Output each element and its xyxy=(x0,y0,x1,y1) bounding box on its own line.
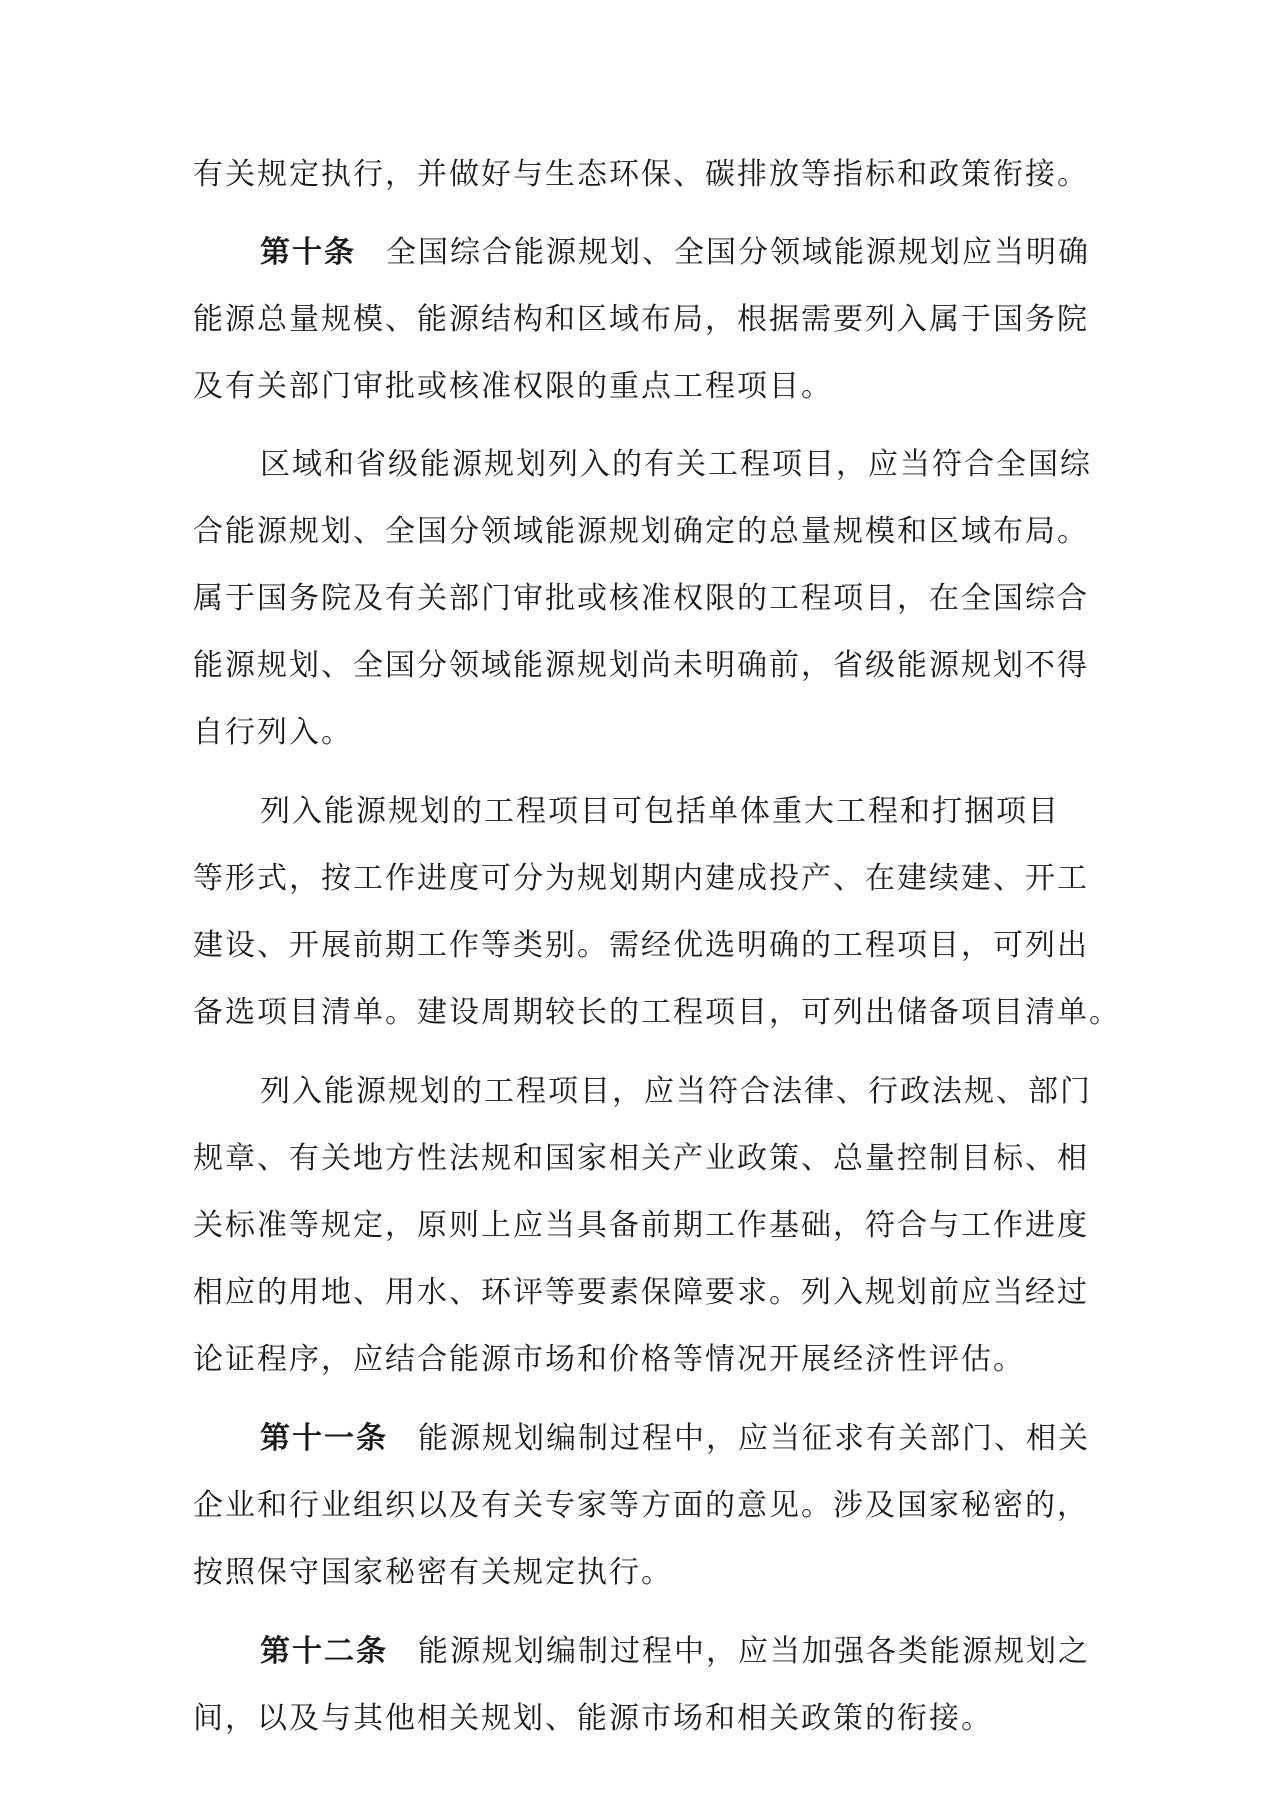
text-line: 区域和省级能源规划列入的有关工程项目，应当符合全国综 xyxy=(260,447,1092,482)
text-line: 建设、开展前期工作等类别。需经优选明确的工程项目，可列出 xyxy=(193,928,1089,963)
article-heading: 第十二条 xyxy=(260,1634,388,1669)
text-line: 能源规划编制过程中，应当加强各类能源规划之 xyxy=(418,1634,1090,1669)
text-line: 按照保守国家秘密有关规定执行。 xyxy=(193,1555,673,1590)
article-10-first-line xyxy=(260,223,1090,283)
text-line: 自行列入。 xyxy=(193,715,353,750)
text-line: 等形式，按工作进度可分为规划期内建成投产、在建续建、开工 xyxy=(193,861,1089,896)
text-line: 关标准等规定，原则上应当具备前期工作基础，符合与工作进度 xyxy=(193,1208,1089,1243)
text-line: 论证程序，应结合能源市场和价格等情况开展经济性评估。 xyxy=(193,1342,1025,1377)
article-11-first-line xyxy=(260,1409,1090,1469)
text-line: 列入能源规划的工程项目可包括单体重大工程和打捆项目 xyxy=(260,794,1060,829)
text-line: 备选项目清单。建设周期较长的工程项目，可列出储备项目清单。 xyxy=(193,995,1121,1030)
text-line: 能源规划、全国分领域能源规划尚未明确前，省级能源规划不得 xyxy=(193,648,1089,683)
text-line: 企业和行业组织以及有关专家等方面的意见。涉及国家秘密的， xyxy=(193,1488,1089,1523)
text-line: 能源规划编制过程中，应当征求有关部门、相关 xyxy=(418,1421,1090,1456)
text-line: 相应的用地、用水、环评等要素保障要求。列入规划前应当经过 xyxy=(193,1275,1089,1310)
text-line: 属于国务院及有关部门审批或核准权限的工程项目，在全国综合 xyxy=(193,581,1089,616)
text-line: 全国综合能源规划、全国分领域能源规划应当明确 xyxy=(386,235,1090,270)
article-heading: 第十一条 xyxy=(260,1421,388,1456)
text-line: 合能源规划、全国分领域能源规划确定的总量规模和区域布局。 xyxy=(193,514,1089,549)
article-12-first-line xyxy=(260,1622,1090,1682)
text-line: 间，以及与其他相关规划、能源市场和相关政策的衔接。 xyxy=(193,1701,993,1736)
article-heading: 第十条 xyxy=(260,235,356,270)
text-line: 列入能源规划的工程项目，应当符合法律、行政法规、部门 xyxy=(260,1074,1092,1109)
text-line: 规章、有关地方性法规和国家相关产业政策、总量控制目标、相 xyxy=(193,1141,1089,1176)
text-line: 能源总量规模、能源结构和区域布局，根据需要列入属于国务院 xyxy=(193,302,1089,337)
text-line: 及有关部门审批或核准权限的重点工程项目。 xyxy=(193,369,833,404)
text-line: 有关规定执行，并做好与生态环保、碳排放等指标和政策衔接。 xyxy=(193,157,1089,192)
